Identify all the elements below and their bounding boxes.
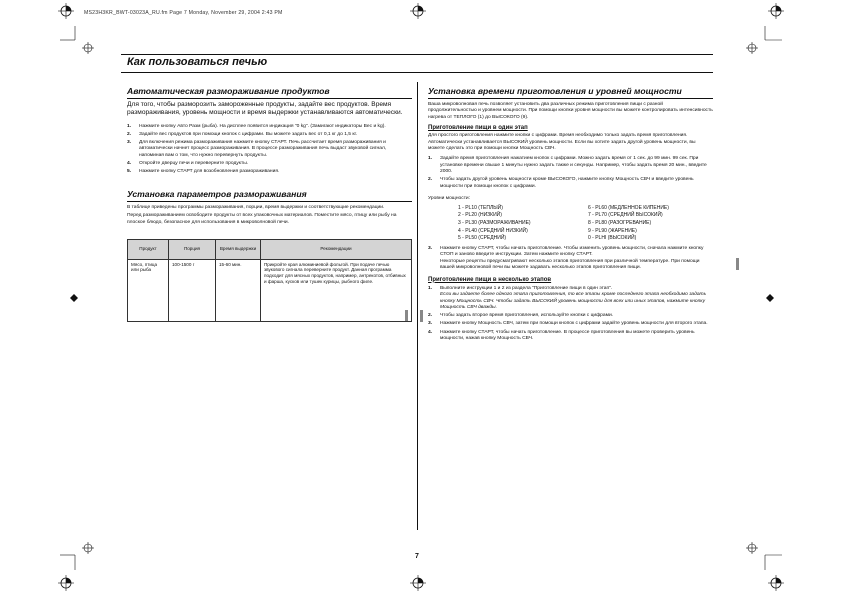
defrost-params-para2: Перед размораживанием освободите продукты от всех упаковочных материалов. Поместите мясо, птицу или рыбу на плоское блюдо, безопасное для использования в микроволновой печи.: [127, 213, 397, 226]
power-levels-right: [588, 205, 669, 243]
page-title: Как пользоваться печью: [127, 56, 268, 68]
power-level: 8 - PL80 (РАЗОГРЕВАНИЕ): [588, 219, 652, 226]
single-stage-heading: Приготовление пищи в один этап: [428, 125, 528, 132]
list-item: 2. Чтобы задать второе время приготовления, используйте кнопки с цифрами.: [428, 313, 614, 319]
cooking-time-title: Установка времени приготовления и уровней мощности: [428, 87, 713, 99]
power-level: 1 - PL10 (ТЕПЛЫЙ): [458, 204, 503, 211]
defrost-params-para1: В таблице приведены программы размораживания, порции, время выдержки и соответствующие рекомендации.: [127, 204, 385, 210]
single-stage-step3: [428, 246, 713, 272]
power-level: 0 - PLHI (ВЫСОКИЙ): [588, 235, 637, 242]
list-item: 2. Чтобы задать другой уровень мощности кроме ВЫСОКОГО, нажмите кнопку Мощность СВЧ и введите уровень мощности при помощи кнопок с цифрами.: [428, 177, 694, 189]
list-item: 5. Нажмите кнопку СТАРТ для возобновления размораживания.: [127, 168, 280, 174]
power-levels: [458, 205, 713, 243]
table-header: Продукт: [128, 239, 169, 259]
multi-stage-heading: Приготовление пищи в несколько этапов: [428, 276, 552, 283]
list-item: 3. Нажмите кнопку СТАРТ, чтобы начать приготовление. Чтобы изменить уровень мощности, сначала нажмите кнопку СТОП и заново введите инструкции. Затем нажмите кнопку СТАРТ. Некоторые рецепты предусматривают несколько этапов приготовления при различной температуре. При помощи вашей микроволновой печи вы можете задавать несколько этапов приготовления пищи.: [428, 245, 704, 271]
list-item: 4. Нажмите кнопку СТАРТ, чтобы начать приготовление. В процессе приготовления вы можете проверить уровень мощности, нажав кнопку Мощность СВЧ.: [428, 329, 695, 341]
table-header: Рекомендации: [261, 239, 412, 259]
list-item: 4. Откройте дверцу печи и переверните продукты.: [127, 160, 249, 166]
print-header: MS23H3KR_BWT-03023A_RU.fm Page 7 Monday, November 29, 2004 2:43 PM: [84, 10, 283, 16]
table-cell-standing: 15-60 мин.: [216, 259, 261, 321]
table-row: [128, 259, 412, 321]
list-item: 2. Задайте вес продуктов при помощи кнопок с цифрами. Вы можете задать вес от 0,1 кг до 1,5 кг.: [127, 131, 358, 137]
page-title-bar: [121, 54, 713, 73]
table-header-row: [128, 239, 412, 259]
table-header: Порция: [169, 239, 216, 259]
page-number: 7: [415, 553, 419, 560]
column-divider: [417, 82, 418, 530]
list-item: 1. Нажмите кнопку Авто Разм (рыба). На дисплее появится индикация "0 kg". (Замигают индикаторы Вес и kg).: [127, 123, 386, 129]
right-column: [428, 87, 713, 344]
power-level: 5 - PL50 (СРЕДНИЙ): [458, 235, 507, 242]
table-cell-advice: Прикройте края алюминиевой фольгой. При подаче печью звукового сигнала переверните продукт. Данная программа подходит для мясных продуктов, например, антрекотов, отбивных и фарша, кусков или тушек курицы, рыбного филе.: [261, 259, 412, 321]
power-levels-left: [458, 205, 588, 243]
list-item: 3. Для включения режима размораживания нажмите кнопку СТАРТ. Печь рассчитает время размораживания и автоматически начнет процесс размораживания. В процессе размораживания печь выдаст звуковой сигнал, напоминая вам о том, что нужно перевернуть продукты.: [127, 139, 387, 158]
table-cell-portion: 100-1500 г: [169, 259, 216, 321]
power-level: 6 - PL60 (МЕДЛЕННОЕ КИПЕНИЕ): [588, 204, 669, 211]
auto-defrost-intro: Для того, чтобы разморозить замороженные продукты, задайте вес продуктов. Время размораживания, уровень мощности и время выдержки устанавливаются автоматически.: [127, 100, 403, 116]
power-level: 4 - PL40 (СРЕДНИЙ НИЗКИЙ): [458, 227, 528, 234]
defrost-table: [127, 239, 412, 322]
auto-defrost-title: Автоматическая размораживание продуктов: [127, 87, 412, 99]
power-levels-label: Уровни мощности:: [428, 196, 471, 202]
list-item: 1. Задайте время приготовления нажатием кнопок с цифрами. Можно задать время от 1 сек. до 99 мин. 99 сек. При установке времени свыше 1 минуты нужно задать также и секунды. Например, чтобы задать время 20 мин., введите 2000.: [428, 156, 707, 175]
power-level: 2 - PL20 (НИЗКИЙ): [458, 212, 502, 219]
cooking-time-intro: Ваша микроволновая печь позволяет установить два различных режима приготовления пищи с разной продолжительностью и уровнем мощности. При помощи кнопки уровня мощности вы можете контролировать интенсивность нагрева от ТЕПЛОГО (1) до ВЫСОКОГО (9).: [428, 101, 713, 120]
left-column: [127, 87, 412, 322]
single-stage-intro: Для простого приготовления нажмите кнопки с цифрами. Время необходимо только задать время приготовления. Автоматически устанавливается ВЫСОКИЙ уровень мощности. Если вы хотите задать другой уровень мощности, вы можете сделать это при помощи кнопки Мощность СВЧ.: [428, 133, 696, 152]
side-tab: [736, 258, 739, 270]
side-tab: [420, 310, 423, 322]
single-stage-steps: [428, 156, 713, 190]
power-level: 9 - PL90 (ЖАРЕНИЕ): [588, 227, 637, 234]
list-item: 3. Нажмите кнопку Мощность СВЧ, затем при помощи кнопок с цифрами задайте уровень мощности для второго этапа.: [428, 321, 708, 327]
list-item: 1. Выполните инструкции 1 и 2 из раздела "Приготовление пищи в один этап". Если вы задаете более одного этапа приготовления, то все этапы кроме последнего этапа необходимо задать кнопку Мощность СВЧ. Чтобы задать ВЫСОКИЙ уровень мощности для всех или иных этапов, нажмите кнопку Мощность СВЧ дважды.: [428, 285, 707, 311]
defrost-params-title: Установка параметров размораживания: [127, 190, 412, 202]
power-level: 3 - PL30 (РАЗМОРАЖИВАНИЕ): [458, 219, 531, 226]
multi-stage-steps: [428, 286, 713, 343]
power-level: 7 - PL70 (СРЕДНИЙ ВЫСОКИЙ): [588, 212, 663, 219]
auto-defrost-steps: [127, 124, 412, 176]
table-cell-product: Мясо, птица или рыба: [128, 259, 169, 321]
table-header: Время выдержки: [216, 239, 261, 259]
